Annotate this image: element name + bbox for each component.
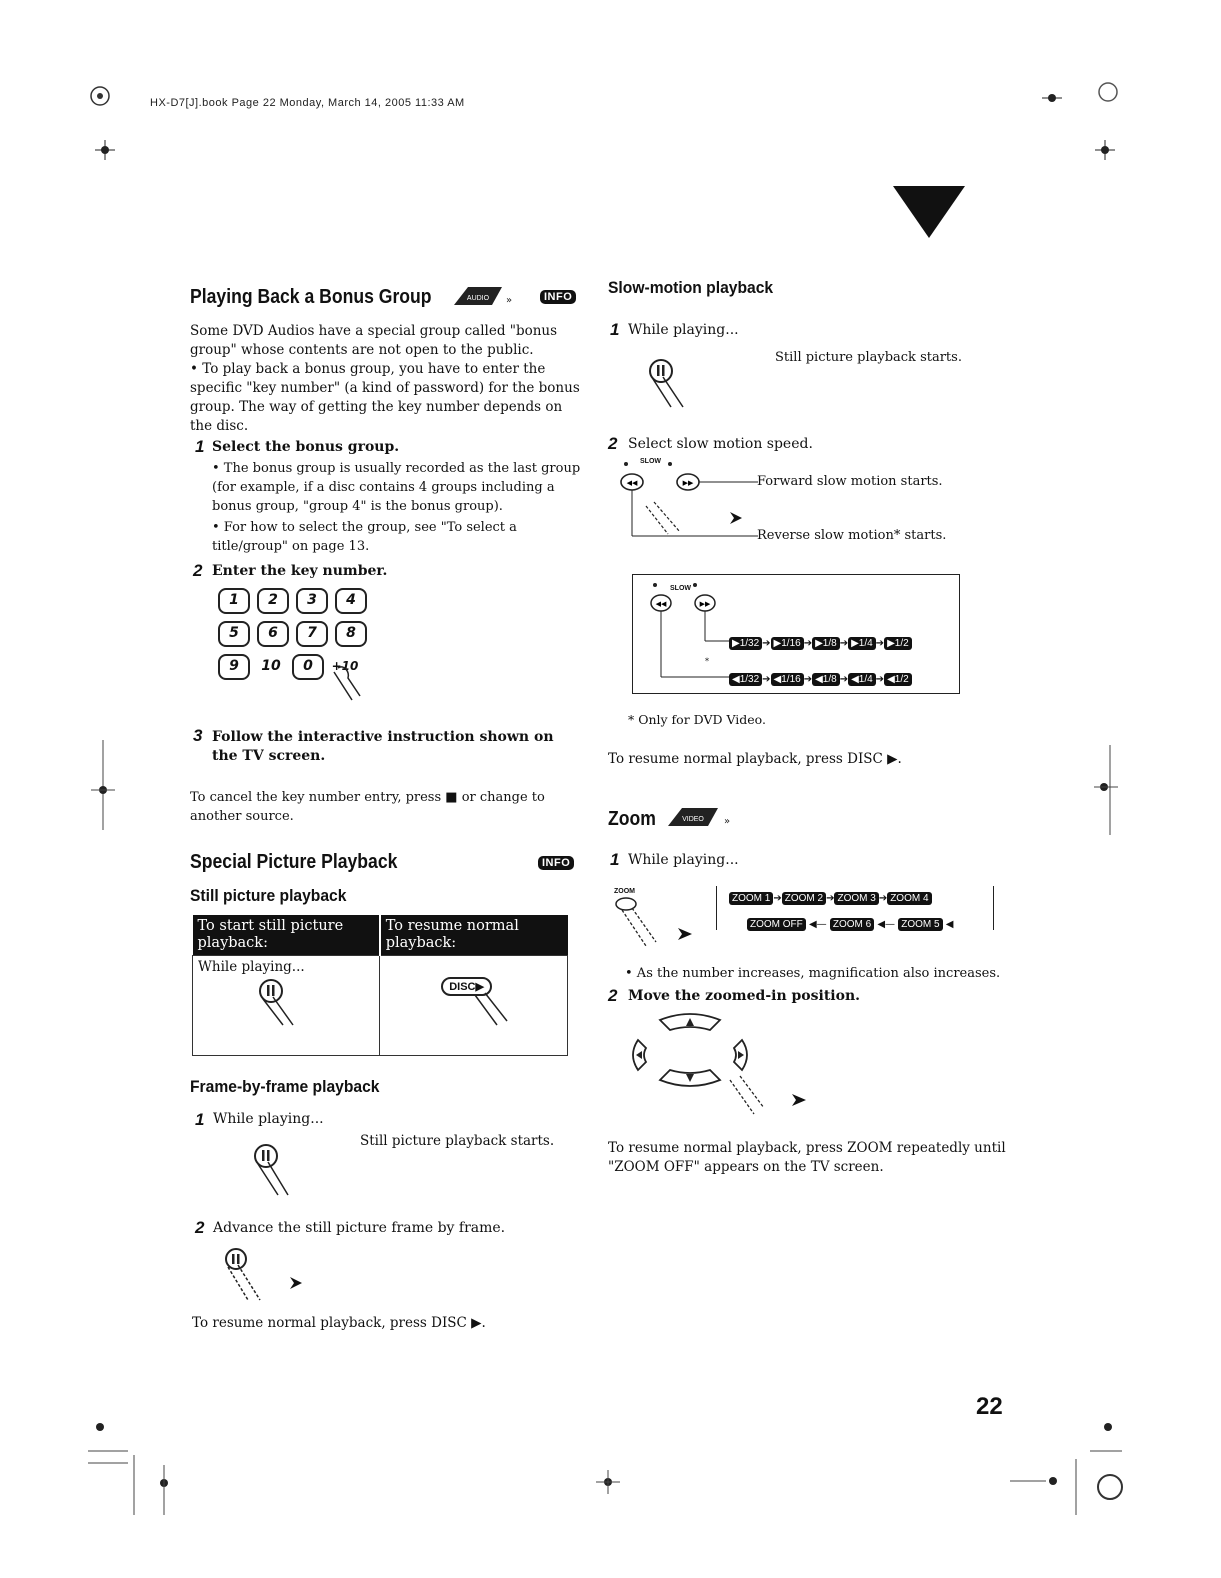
zoom-step-2: Move the zoomed-in position. bbox=[628, 988, 860, 1004]
zoom-title: Zoom bbox=[608, 808, 656, 830]
still-col1-cell bbox=[193, 956, 380, 1056]
forward-speed-1-2: ▶1/2 bbox=[884, 637, 912, 650]
registration-mark-icon bbox=[1096, 78, 1126, 108]
bonus-step-2: Enter the key number. bbox=[212, 563, 388, 579]
reverse-speed-1-16: ◀1/16 bbox=[771, 673, 804, 686]
forward-speed-1-16: ▶1/16 bbox=[771, 637, 804, 650]
frame-by-frame-title: Frame-by-frame playback bbox=[190, 1077, 380, 1096]
svg-text:◀◀: ◀◀ bbox=[655, 600, 667, 608]
key-7[interactable]: 7 bbox=[296, 621, 328, 647]
forward-slow-note: Forward slow motion starts. bbox=[757, 474, 943, 489]
side-crosshair-icon bbox=[88, 740, 118, 830]
key-4[interactable]: 4 bbox=[335, 588, 367, 614]
pause-button-press-icon bbox=[253, 975, 313, 1030]
forward-speed-row: ▶1/32 ➔ ▶1/16 ➔ ▶1/8 ➔ ▶1/4 ➔ ▶1/2 bbox=[729, 631, 912, 650]
slow-buttons-diagram bbox=[618, 456, 768, 544]
slow-label: SLOW bbox=[640, 458, 661, 465]
svg-text:»: » bbox=[724, 816, 731, 827]
zoom-1: ZOOM 1 bbox=[729, 892, 773, 905]
key-9[interactable]: 9 bbox=[218, 654, 250, 680]
special-picture-title: Special Picture Playback bbox=[190, 851, 398, 873]
zoom-resume-note: To resume normal playback, press ZOOM repeatedly until "ZOOM OFF" appears on the TV screen. bbox=[608, 1140, 1006, 1175]
zoom-2: ZOOM 2 bbox=[782, 892, 826, 905]
zoom-5: ZOOM 5 bbox=[898, 918, 942, 931]
zoom-press-icon bbox=[612, 896, 708, 952]
bonus-intro: Some DVD Audios have a special group called "bonus group" whose contents are not open to the public. bbox=[190, 323, 558, 358]
pause-button-press-icon bbox=[645, 355, 705, 410]
info-badge: INFO bbox=[540, 290, 576, 304]
down-triangle-icon bbox=[893, 186, 965, 242]
still-col2-cell bbox=[380, 956, 568, 1056]
slow-footnote: * Only for DVD Video. bbox=[628, 712, 766, 727]
dvd-audio-icon bbox=[448, 283, 518, 311]
forward-speed-1-32: ▶1/32 bbox=[729, 637, 762, 650]
crosshair-icon bbox=[1040, 88, 1064, 108]
zoom-6: ZOOM 6 bbox=[830, 918, 874, 931]
reverse-slow-note: Reverse slow motion* starts. bbox=[757, 528, 947, 543]
bonus-step-1: Select the bonus group. bbox=[212, 439, 400, 455]
key-6[interactable]: 6 bbox=[257, 621, 289, 647]
still-col2-header: To resume normal playback: bbox=[380, 915, 568, 956]
frame-resume-note: To resume normal playback, press DISC ▶. bbox=[192, 1315, 486, 1331]
slow-step1-note: Still picture playback starts. bbox=[775, 350, 962, 365]
info-badge: INFO bbox=[538, 856, 574, 870]
forward-speed-1-4: ▶1/4 bbox=[848, 637, 876, 650]
disc-play-button[interactable]: DISC▶ bbox=[441, 977, 492, 996]
finger-press-icon bbox=[330, 664, 366, 706]
reverse-speed-1-8: ◀1/8 bbox=[812, 673, 840, 686]
step-number: 1 bbox=[195, 437, 205, 456]
key-plus10[interactable]: +10 bbox=[331, 659, 359, 673]
bonus-step-3: Follow the interactive instruction shown on the TV screen. bbox=[212, 729, 554, 764]
dvd-video-icon bbox=[664, 804, 744, 832]
slow-resume-note: To resume normal playback, press DISC ▶. bbox=[608, 751, 902, 767]
key-5[interactable]: 5 bbox=[218, 621, 250, 647]
slow-step-2: Select slow motion speed. bbox=[628, 436, 813, 452]
crosshair-icon bbox=[596, 1470, 620, 1494]
key-1[interactable]: 1 bbox=[218, 588, 250, 614]
key-2[interactable]: 2 bbox=[257, 588, 289, 614]
registration-mark-icon bbox=[88, 82, 118, 112]
reverse-speed-1-2: ◀1/2 bbox=[884, 673, 912, 686]
key-8[interactable]: 8 bbox=[335, 621, 367, 647]
bonus-step1-bullet: • The bonus group is usually recorded as the last group (for example, if a disc contains 4 groups including a bonus group, "group 4" is the bonus group). bbox=[212, 461, 581, 514]
zoom-4: ZOOM 4 bbox=[887, 892, 931, 905]
frame-step-2: Advance the still picture frame by frame. bbox=[213, 1220, 506, 1236]
frame-step-1: While playing... bbox=[213, 1111, 324, 1127]
pause-repeat-press-icon bbox=[220, 1245, 310, 1305]
zoom-label: ZOOM bbox=[614, 888, 635, 895]
zoom-bottom-row: ZOOM OFF ◀— ZOOM 6 ◀— ZOOM 5 ◀ bbox=[747, 912, 953, 931]
still-col1-body: While playing... bbox=[198, 959, 305, 975]
cursor-pad-icon bbox=[630, 1010, 820, 1120]
corner-mark-icon bbox=[1010, 1415, 1125, 1525]
zoom-top-row: ZOOM 1 ➔ ZOOM 2 ➔ ZOOM 3 ➔ ZOOM 4 bbox=[729, 886, 932, 905]
reverse-speed-1-32: ◀1/32 bbox=[729, 673, 762, 686]
still-col1-header: To start still picture playback: bbox=[193, 915, 380, 956]
key-3[interactable]: 3 bbox=[296, 588, 328, 614]
slow-buttons-icon bbox=[649, 581, 729, 687]
file-info-header: HX-D7[J].book Page 22 Monday, March 14, 2005 11:33 AM bbox=[150, 97, 465, 109]
still-picture-title: Still picture playback bbox=[190, 886, 347, 905]
key-10[interactable]: 10 bbox=[261, 658, 281, 674]
reverse-speed-1-4: ◀1/4 bbox=[848, 673, 876, 686]
zoom-note: • As the number increases, magnification also increases. bbox=[625, 966, 1001, 981]
finger-press-icon bbox=[471, 989, 511, 1029]
svg-text:▶▶: ▶▶ bbox=[682, 479, 694, 487]
crosshair-icon bbox=[93, 140, 117, 160]
zoom-step-1: While playing... bbox=[628, 852, 739, 868]
corner-mark-icon bbox=[88, 1415, 178, 1525]
slow-motion-title: Slow-motion playback bbox=[608, 278, 774, 297]
zoom-off: ZOOM OFF bbox=[747, 918, 806, 931]
zoom-3: ZOOM 3 bbox=[834, 892, 878, 905]
step-number: 3 bbox=[193, 726, 203, 745]
svg-text:»: » bbox=[506, 295, 513, 306]
svg-text:▶▶: ▶▶ bbox=[699, 600, 711, 608]
pause-button-press-icon bbox=[248, 1140, 308, 1200]
slow-label: SLOW bbox=[670, 585, 691, 592]
bonus-step1-bullet: • For how to select the group, see "To select a title/group" on page 13. bbox=[212, 520, 517, 554]
side-crosshair-icon bbox=[1092, 745, 1122, 835]
slow-speed-diagram: ◀◀ ▶▶ SLOW ▶1/32 ➔ ▶1/16 ➔ ▶1/8 ➔ ▶1/4 ➔ ▶1/2 * ◀1/32 ➔ ◀1/16 ➔ ◀1/8 ➔ ◀1/4 ➔ ◀1/2 bbox=[632, 574, 960, 694]
svg-text:VIDEO: VIDEO bbox=[682, 816, 704, 823]
key-0[interactable]: 0 bbox=[292, 654, 324, 680]
bonus-bullet: • To play back a bonus group, you have to enter the specific "key number" (a kind of password) for the bonus group. The way of getting the key number depends on the disc. bbox=[190, 361, 580, 434]
forward-speed-1-8: ▶1/8 bbox=[812, 637, 840, 650]
bonus-group-title: Playing Back a Bonus Group bbox=[190, 286, 432, 308]
crosshair-icon bbox=[1093, 140, 1117, 160]
page-number: 22 bbox=[976, 1393, 1003, 1420]
step-number: 2 bbox=[193, 561, 203, 580]
slow-step-1: While playing... bbox=[628, 322, 739, 338]
cancel-note: To cancel the key number entry, press ■ or change to another source. bbox=[190, 790, 545, 824]
svg-text:◀◀: ◀◀ bbox=[626, 479, 638, 487]
frame-step1-note: Still picture playback starts. bbox=[360, 1133, 555, 1149]
still-picture-table bbox=[192, 915, 568, 1056]
reverse-speed-row: ◀1/32 ➔ ◀1/16 ➔ ◀1/8 ➔ ◀1/4 ➔ ◀1/2 bbox=[729, 667, 912, 686]
zoom-cycle-diagram bbox=[716, 886, 994, 930]
svg-text:AUDIO: AUDIO bbox=[466, 295, 490, 302]
number-keypad bbox=[218, 588, 408, 682]
